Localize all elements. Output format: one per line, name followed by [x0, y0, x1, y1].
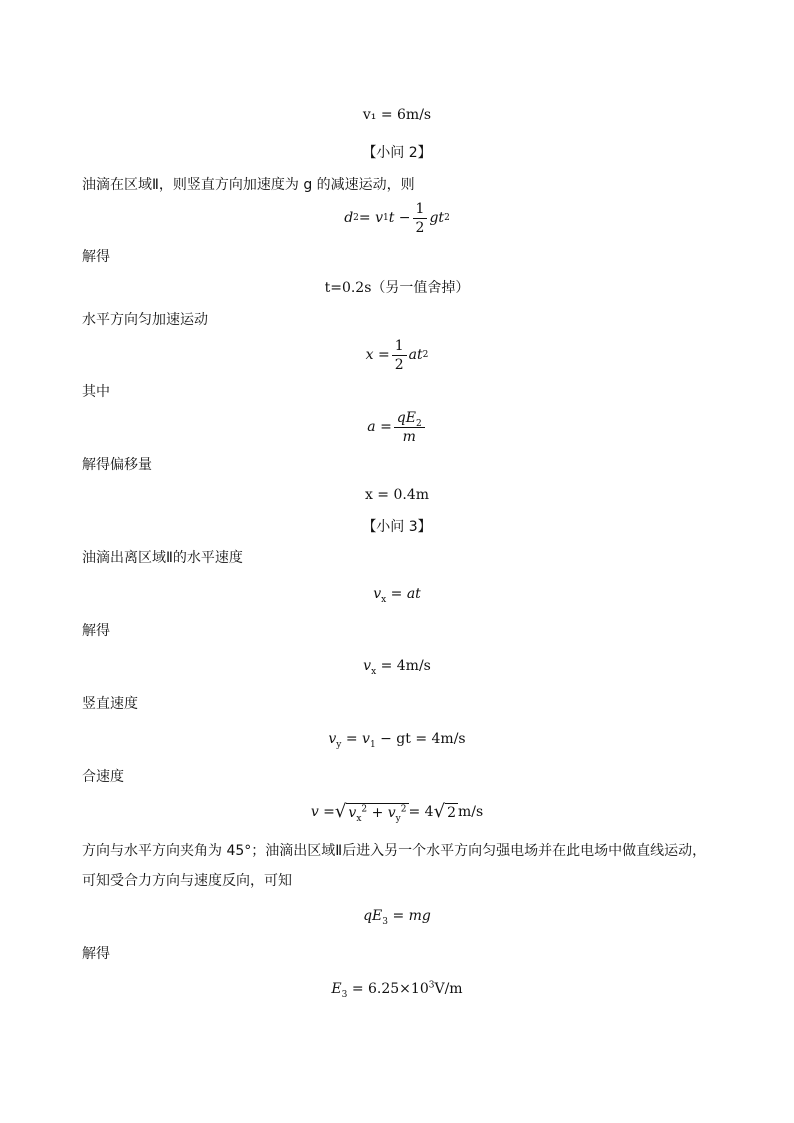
equation-x: x = $\frac{1}{2}$ at 2 — [365, 337, 429, 373]
eq-x-num: 1 — [392, 338, 407, 356]
eq-vy-left: v — [328, 731, 337, 747]
eq-x-den: 2 — [394, 356, 404, 373]
eq-vx1-sub: x — [381, 594, 387, 605]
eq-vy-sub: y — [336, 739, 342, 750]
equation-qe3 — [0, 907, 794, 925]
eq-x-left: x = — [365, 347, 390, 363]
eq-vx1-left: v — [373, 586, 382, 602]
equation-t: t=0.2s（另一值舍掉） — [324, 280, 470, 296]
paragraph-displacement: 解得偏移量 — [82, 457, 152, 473]
eq-x-fraction — [392, 338, 407, 373]
paragraph-vertical-velocity: 竖直速度 — [82, 696, 138, 712]
eq-qe-right: = mg — [388, 908, 431, 924]
equation-v — [0, 798, 794, 826]
eq-a-left: a = — [367, 419, 392, 435]
eq-v-unit: m/s — [458, 804, 484, 820]
eq-v-sqrt-a-sup: 2 — [361, 804, 368, 815]
eq-vy-right: − gt = 4m/s — [375, 731, 466, 747]
paragraph-where: 其中 — [82, 384, 110, 400]
equation-vy — [0, 730, 794, 748]
sqrt-symbol-2: √ — [433, 801, 446, 822]
paragraph-resultant-velocity: 合速度 — [82, 769, 124, 785]
eq-v-left: v = — [310, 804, 335, 820]
eq-vx2-sub: x — [371, 666, 377, 677]
eq-a-den: m — [402, 428, 416, 445]
paragraph-solve-2: 解得 — [82, 623, 110, 639]
eq-e3-mid: = 6.25×10 — [347, 981, 429, 997]
paragraph-solve-1: 解得 — [82, 249, 110, 265]
eq-d2-t: t − — [388, 210, 411, 226]
eq-v-sqrt-plus: + v — [367, 805, 396, 821]
eq-v-sqrt-content — [346, 803, 408, 822]
equation-vx-at — [0, 585, 794, 603]
equation-e3 — [0, 980, 794, 998]
eq-a-fraction — [394, 410, 425, 445]
equation-x-result: x = 0.4m — [364, 487, 430, 503]
eq-d2-num: 1 — [413, 201, 428, 219]
section-heading-q3: 【小问 3】 — [362, 519, 432, 535]
section-heading-q2: 【小问 2】 — [362, 145, 432, 161]
paragraph-direction-cont: 可知受合力方向与速度反向，可知 — [82, 873, 292, 889]
eq-d2-den: 2 — [415, 219, 425, 236]
eq-v-sqrt-a: v — [348, 805, 357, 821]
eq-a-num-text: qE — [396, 409, 416, 426]
eq-v-sqrt-1 — [335, 802, 409, 822]
eq-a-num — [394, 410, 425, 428]
paragraph-horizontal-motion: 水平方向匀加速运动 — [82, 312, 208, 328]
eq-qe-sub: 3 — [382, 916, 389, 927]
eq-d2-mid: = v — [358, 210, 383, 226]
eq-v-mid: = 4 — [408, 804, 434, 820]
paragraph-vertical-motion: 油滴在区域Ⅱ，则竖直方向加速度为 g 的减速运动，则 — [82, 177, 415, 193]
equation-v1 — [0, 106, 794, 124]
equation-d2: d 2 = v 1 t − $\frac{1}{2}$ gt 2 — [344, 200, 450, 236]
eq-vx2-right: = 4m/s — [376, 658, 431, 674]
eq-vy-mid: = v — [341, 731, 370, 747]
eq-e3-unit: V/m — [434, 981, 463, 997]
eq-vy-sub1: 1 — [369, 739, 376, 750]
eq-d2-var: d — [344, 210, 354, 226]
paragraph-direction: 方向与水平方向夹角为 45°；油滴出区域Ⅱ后进入另一个水平方向匀强电场并在此电场中做直线运动， — [82, 843, 707, 859]
equation-a — [0, 407, 794, 447]
eq-v-sqrt-2 — [434, 802, 458, 822]
eq-qe-left: qE — [363, 908, 383, 924]
eq-d2-tail: gt — [429, 210, 445, 226]
eq-vx1-right: = at — [386, 586, 421, 602]
eq-v-sqrt-a-sub: x — [356, 813, 362, 824]
paragraph-solve-3: 解得 — [82, 946, 110, 962]
eq-v-sqrt-b-sup: 2 — [400, 804, 407, 815]
sqrt-symbol: √ — [334, 801, 347, 822]
eq-x-tail: at — [408, 347, 423, 363]
eq-a-num-sub: 2 — [415, 418, 422, 429]
eq-e3-left: E — [331, 981, 342, 997]
equation-v1-text: v₁ = 6m/s — [362, 107, 432, 123]
eq-e3-sub: 3 — [341, 989, 348, 1000]
equation-vx-result — [0, 657, 794, 675]
eq-vx2-left: v — [363, 658, 372, 674]
paragraph-horizontal-velocity: 油滴出离区域Ⅱ的水平速度 — [82, 550, 243, 566]
eq-d2-fraction — [413, 201, 428, 236]
eq-e3-exp: 3 — [428, 980, 435, 991]
eq-v-sqrt2-content: 2 — [447, 805, 456, 821]
eq-v-sqrt-b-sub: y — [395, 813, 401, 824]
